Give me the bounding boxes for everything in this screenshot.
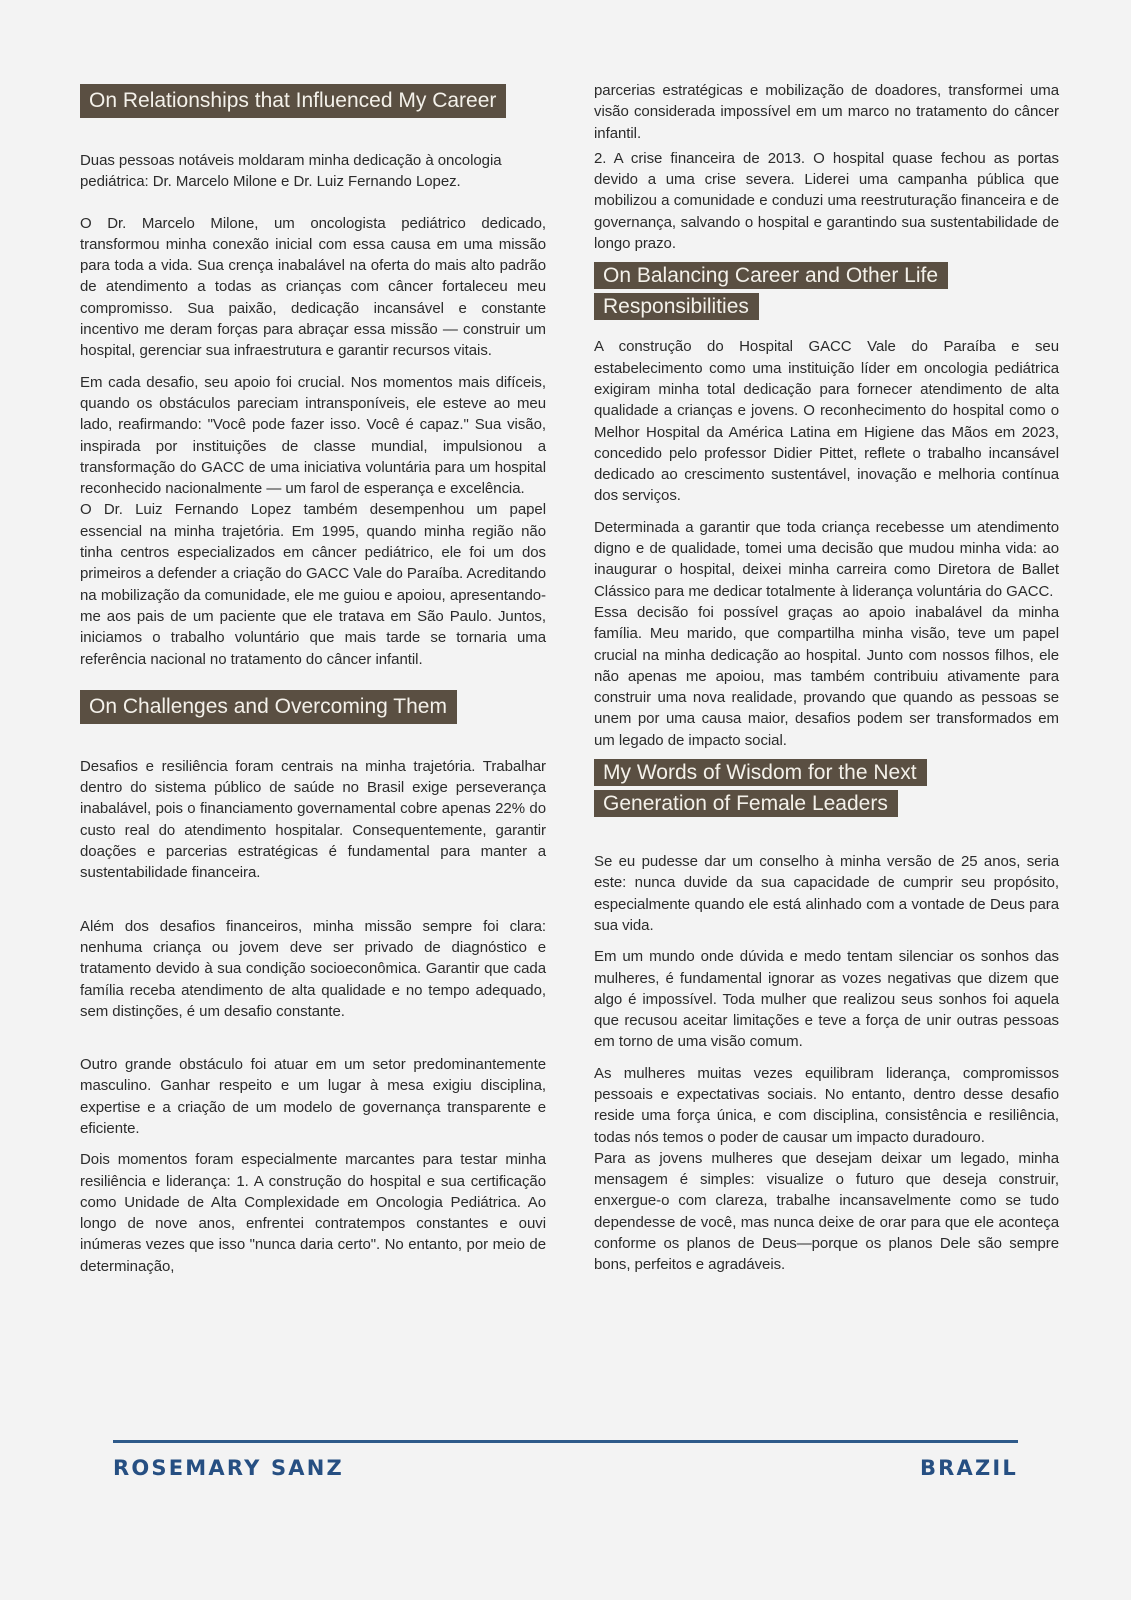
paragraph: O Dr. Marcelo Milone, um oncologista pediátrico dedicado, transformou minha conexão inicial com essa causa em uma missão para toda a vida. Sua crença inabalável na oferta do mais alto padrão de atendimento a todas as crianças com câncer fortaleceu meu compromisso. Sua paixão, dedicação incansável e constante incentivo me deram forças para abraçar essa missão — construir um hospital, gerenciar sua infraestrutura e garantir recursos vitais. [80, 214, 546, 360]
paragraph: Determinada a garantir que toda criança recebesse um atendimento digno e de qualidade, tomei uma decisão que mudou minha vida: ao inaugurar o hospital, deixei minha carreira como Diretora de Ballet Clássico para me dedicar totalmente à liderança voluntária do GACC. [594, 518, 1059, 600]
paragraph: Outro grande obstáculo foi atuar em um setor predominantemente masculino. Ganhar respeito e um lugar à mesa exigiu disciplina, expertise e a criação de um modelo de governança transparente e eficiente. [80, 1056, 546, 1137]
paragraph: Duas pessoas notáveis moldaram minha dedicação à oncologia pediátrica: Dr. Marcelo Milone e Dr. Luiz Fernando Lopez. [80, 152, 502, 191]
paragraph: Se eu pudesse dar um conselho à minha versão de 25 anos, seria este: nunca duvide da sua capacidade de cumprir seu propósito, especialmente quando ele está alinhado com a vontade de Deus para sua vida. [594, 853, 1059, 934]
paragraph: parcerias estratégicas e mobilização de doadores, transformei uma visão considerada impossível em um marco no tratamento do câncer infantil. [594, 82, 1059, 142]
footer-author-name: ROSEMARY SANZ [113, 1456, 344, 1480]
section-heading-wisdom: My Words of Wisdom for the Next Generation of Female Leaders [594, 757, 964, 819]
paragraph: Desafios e resiliência foram centrais na minha trajetória. Trabalhar dentro do sistema público de saúde no Brasil exige perseverança inabalável, pois o financiamento governamental cobre apenas 22% do custo real do atendimento hospitalar. Consequentemente, garantir doações e parcerias estratégicas é fundamental para manter a sustentabilidade financeira. [80, 757, 546, 882]
left-column [80, 84, 546, 1277]
paragraph: Para as jovens mulheres que desejam deixar um legado, minha mensagem é simples: visualize o futuro que deseja construir, enxergue-o com clareza, trabalhe incansavelmente como se tudo dependesse de você, mas nunca deixe de orar para que ele aconteça conforme os planos de Deus—porque os planos Dele são sempre bons, perfeitos e agradáveis. [594, 1149, 1059, 1274]
paragraph: Além dos desafios financeiros, minha missão sempre foi clara: nenhuma criança ou jovem deve ser privado de diagnóstico e tratamento devido à sua condição socioeconômica. Garantir que cada família receba atendimento de alta qualidade e no tempo adequado, sem distinções, é um desafio constante. [80, 917, 546, 1020]
paragraph: O Dr. Luiz Fernando Lopez também desempenhou um papel essencial na minha trajetória. Em 1995, quando minha região não tinha centros especializados em câncer pediátrico, ele foi um dos primeiros a defender a criação do GACC Vale do Paraíba. Acreditando na mobilização da comunidade, ele me guiou e apoiou, apresentando-me aos pais de um paciente que ele tratava em São Paulo. Juntos, iniciamos o trabalho voluntário que mais tarde se tornaria uma referência nacional no tratamento do câncer infantil. [80, 501, 546, 668]
paragraph: Essa decisão foi possível graças ao apoio inabalável da minha família. Meu marido, que compartilha minha visão, teve um papel crucial na minha dedicação ao hospital. Junto com nossos filhos, ele não apenas me apoiou, mas também contribuiu ativamente para construir uma nova realidade, provando que quando as pessoas se unem por uma causa maior, desafios podem ser transformados em um legado de impacto social. [594, 603, 1059, 749]
right-column [594, 80, 1059, 1276]
footer-divider [113, 1440, 1018, 1443]
section-heading-relationships: On Relationships that Influenced My Career [80, 84, 546, 118]
paragraph: Em um mundo onde dúvida e medo tentam silenciar os sonhos das mulheres, é fundamental ignorar as vozes negativas que dizem que algo é impossível. Toda mulher que realizou seus sonhos foi aquela que recusou aceitar limitações e teve a força de unir outras pessoas em torno de uma visão comum. [594, 948, 1059, 1051]
section-heading-balancing: On Balancing Career and Other Life Responsibilities [594, 260, 974, 322]
paragraph: Em cada desafio, seu apoio foi crucial. Nos momentos mais difíceis, quando os obstáculos pareciam intransponíveis, ele esteve ao meu lado, reafirmando: "Você pode fazer isso. Você é capaz." Sua visão, inspirada por instituições de classe mundial, impulsionou a transformação do GACC de uma iniciativa voluntária para um hospital reconhecido nacionalmente — um farol de esperança e excelência. [80, 373, 546, 498]
paragraph: A construção do Hospital GACC Vale do Paraíba e seu estabelecimento como uma instituição líder em oncologia pediátrica exigiram minha total dedicação para fornecer atendimento de alta qualidade a crianças e jovens. O reconhecimento do hospital como o Melhor Hospital da América Latina em Higiene das Mãos em 2023, concedido pelo professor Didier Pittet, reflete o trabalho incansável dedicado ao crescimento sustentável, inovação e melhoria contínua dos serviços. [594, 338, 1059, 505]
paragraph: As mulheres muitas vezes equilibram liderança, compromissos pessoais e expectativas sociais. No entanto, dentro desse desafio reside uma força única, e com disciplina, consistência e resiliência, todas nós temos o poder de causar um impacto duradouro. [594, 1064, 1059, 1146]
footer-country: BRAZIL [919, 1456, 1018, 1480]
section-heading-challenges: On Challenges and Overcoming Them [80, 690, 546, 724]
paragraph: 2. A crise financeira de 2013. O hospital quase fechou as portas devido a uma crise severa. Liderei uma campanha pública que mobilizou a comunidade e conduzi uma reestruturação financeira e de governança, salvando o hospital e garantindo sua sustentabilidade de longo prazo. [594, 149, 1059, 253]
paragraph: Dois momentos foram especialmente marcantes para testar minha resiliência e liderança: 1. A construção do hospital e sua certificação como Unidade de Alta Complexidade em Oncologia Pediátrica. Ao longo de nove anos, enfrentei contratempos constantes e ouvi inúmeras vezes que isso "nunca daria certo". No entanto, por meio de determinação, [80, 1151, 546, 1275]
